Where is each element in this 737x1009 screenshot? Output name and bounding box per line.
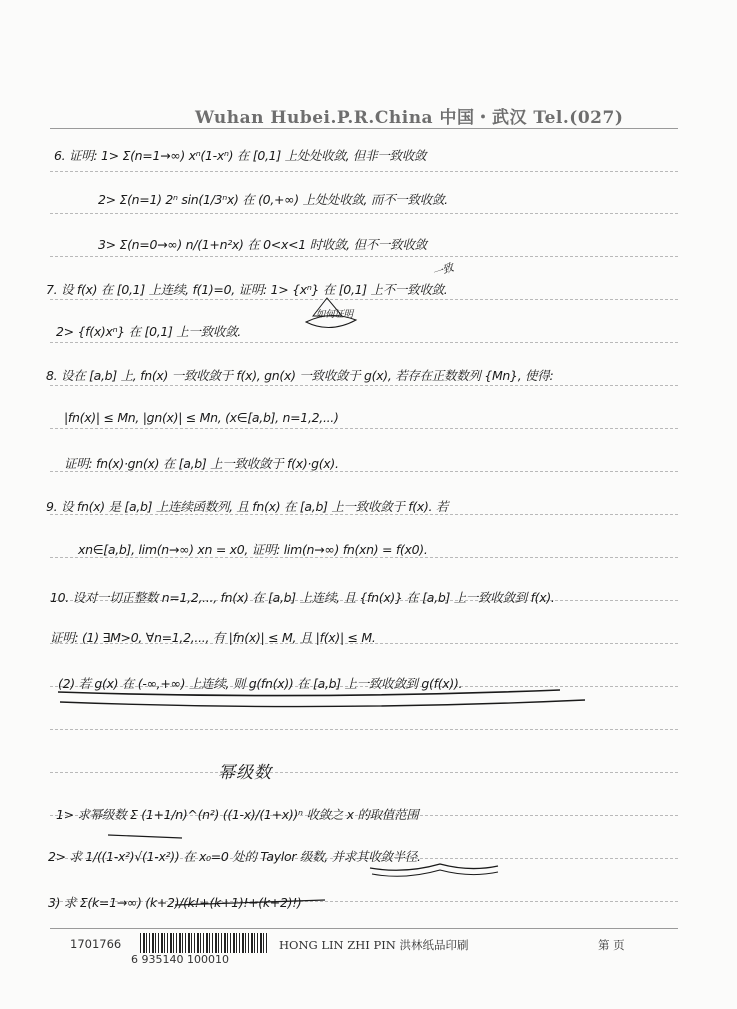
problem-9-proof: xn∈[a,b], lim(n→∞) xn = x0, 证明: lim(n→∞) fn(xn) = f(x0). [78, 542, 428, 557]
power-series-2: 2> 求 1/((1-x²)√(1-x²)) 在 x₀=0 处的 Taylor 级数, 并求其收敛半径. [48, 849, 421, 864]
barcode [140, 933, 268, 953]
problem-6-2: 2> Σ(n=1) 2ⁿ sin(1/3ⁿx) 在 (0,+∞) 上处处收敛, 而不一致收敛. [98, 192, 448, 207]
section-title-power-series: 幂级数 [218, 763, 272, 783]
problem-8-condition: |fn(x)| ≤ Mn, |gn(x)| ≤ Mn, (x∈[a,b], n=1,2,...) [64, 410, 339, 425]
power-series-1: 1> 求幂级数 Σ (1+1/n)^(n²) ((1-x)/(1+x))ⁿ 收敛之 x 的取值范围 [56, 807, 419, 822]
problem-6-1: 6. 证明: 1> Σ(n=1→∞) xⁿ(1-xⁿ) 在 [0,1] 上处处收敛, 但非一致收敛 [54, 148, 427, 163]
problem-9: 9. 设 fn(x) 是 [a,b] 上连续函数列, 且 fn(x) 在 [a,b] 上一致收敛于 f(x). 若 [46, 499, 449, 514]
problem-7-2: 2> {f(x)xⁿ} 在 [0,1] 上一致收敛. [56, 324, 241, 339]
problem-8-proof: 证明: fn(x)·gn(x) 在 [a,b] 上一致收敛于 f(x)·g(x). [64, 456, 339, 471]
problem-7-1: 7. 设 f(x) 在 [0,1] 上连续, f(1)=0, 证明: 1> {xⁿ} 在 [0,1] 上不一致收敛. [46, 282, 448, 297]
problem-10-part-1: 证明: (1) ∃M>0, ∀n=1,2,..., 有 |fn(x)| ≤ M, 且 |f(x)| ≤ M. [50, 630, 376, 645]
problem-8: 8. 设在 [a,b] 上, fn(x) 一致收敛于 f(x), gn(x) 一致收敛于 g(x), 若存在正数数列 {Mn}, 使得: [46, 368, 554, 383]
circled-note: 如何证明 [316, 309, 353, 320]
footer-code: 1701766 [70, 937, 122, 951]
problem-6-3: 3> Σ(n=0→∞) n/(1+n²x) 在 0<x<1 时收敛, 但不一致收敛 [98, 237, 427, 252]
barcode-number: 6 935140 100010 [131, 953, 229, 966]
page-number-label: 第 页 [598, 938, 625, 952]
footer-brand: HONG LIN ZHI PIN 洪林纸品印刷 [279, 938, 469, 952]
page-header: Wuhan Hubei.P.R.China 中国・武汉 Tel.(027) [195, 108, 624, 128]
problem-10: 10. 设对一切正整数 n=1,2,..., fn(x) 在 [a,b] 上连续, 且 {fn(x)} 在 [a,b] 上一致收敛到 f(x). [50, 590, 555, 605]
problem-10-part-2: (2) 若 g(x) 在 (-∞,+∞) 上连续, 则 g(fn(x)) 在 [a,b] 上一致收敛到 g(f(x)). [58, 676, 463, 691]
margin-note: 一致 [430, 260, 456, 280]
power-series-3: 3) 求 Σ(k=1→∞) (k+2)/(k!+(k+1)!+(k+2)!) [48, 895, 302, 910]
